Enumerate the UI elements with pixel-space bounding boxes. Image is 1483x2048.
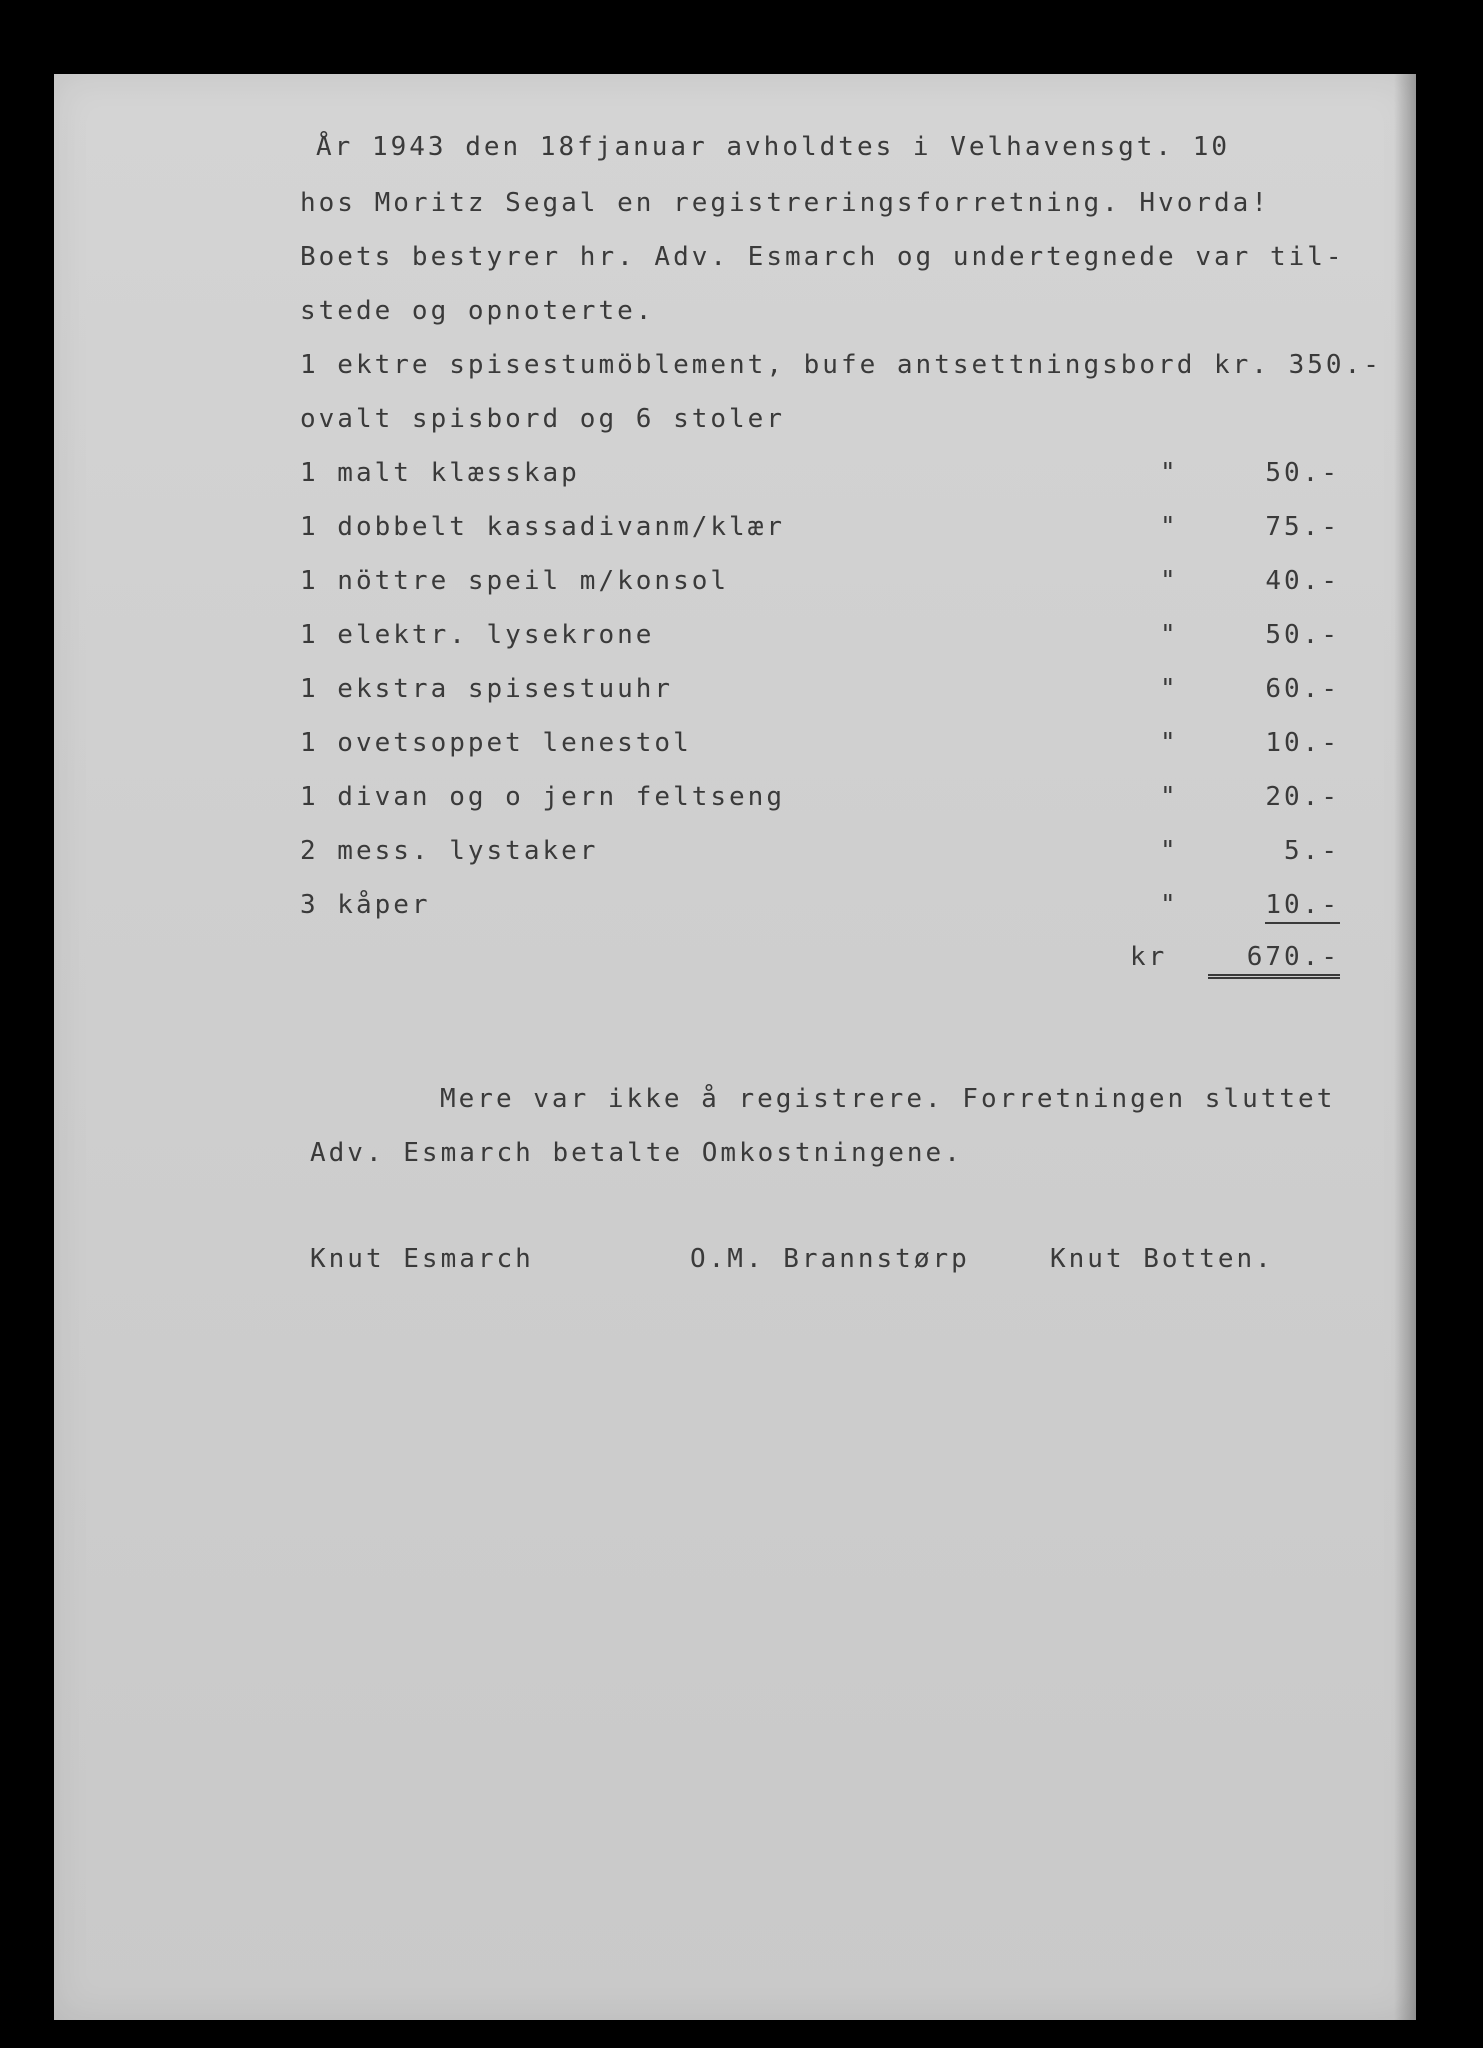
ditto-mark: " [1160, 458, 1179, 488]
total-label: kr [1130, 942, 1168, 972]
ditto-mark: " [1160, 566, 1179, 596]
list-item [300, 782, 1340, 822]
total-amount: 670.- [1208, 942, 1340, 979]
ditto-mark: " [1160, 890, 1179, 920]
ditto-mark: " [1160, 620, 1179, 650]
signature-1: Knut Esmarch [310, 1244, 534, 1274]
item-amount: 5.- [1284, 836, 1340, 866]
item-description: 2 mess. lystaker [300, 836, 599, 866]
header-line-4: stede og opnoterte. [300, 296, 655, 326]
closing-line-2: Adv. Esmarch betalte Omkostningene. [310, 1138, 963, 1168]
list-item [300, 512, 1340, 552]
item-description: 1 ekstra spisestuuhr [300, 674, 674, 704]
list-item [300, 458, 1340, 498]
signature-2: O.M. Brannstørp [690, 1244, 970, 1274]
item-amount: 10.- [1265, 890, 1340, 924]
ditto-mark: " [1160, 512, 1179, 542]
document-page [54, 74, 1416, 2020]
total-row [300, 942, 1340, 986]
header-line-3: Boets bestyrer hr. Adv. Esmarch og undertegnede var til- [300, 242, 1345, 272]
item-description: 1 malt klæsskap [300, 458, 580, 488]
ditto-mark: " [1160, 836, 1179, 866]
item-description: 1 divan og o jern feltseng [300, 782, 785, 812]
header-line-1: År 1943 den 18fjanuar avholdtes i Velhavensgt. 10 [316, 132, 1231, 162]
closing-line-1: Mere var ikke å registrere. Forretningen sluttet [440, 1084, 1336, 1114]
list-item [300, 728, 1340, 768]
item-amount: 60.- [1265, 674, 1340, 704]
ditto-mark: " [1160, 728, 1179, 758]
list-item [300, 836, 1340, 876]
ditto-mark: " [1160, 782, 1179, 812]
list-item [300, 890, 1340, 930]
item-description: 1 elektr. lysekrone [300, 620, 655, 650]
list-item [300, 674, 1340, 714]
first-item-continuation: ovalt spisbord og 6 stoler [300, 404, 785, 434]
item-amount: 40.- [1265, 566, 1340, 596]
first-item-line: 1 ektre spisestumöblement, bufe antsettningsbord kr. 350.- [300, 350, 1382, 380]
item-amount: 75.- [1265, 512, 1340, 542]
signature-3: Knut Botten. [1050, 1244, 1274, 1274]
list-item [300, 620, 1340, 660]
item-amount: 20.- [1265, 782, 1340, 812]
item-amount: 10.- [1265, 728, 1340, 758]
header-line-2: hos Moritz Segal en registreringsforretning. Hvorda! [300, 188, 1270, 218]
document-text [54, 74, 1416, 2020]
item-description: 1 nöttre speil m/konsol [300, 566, 730, 596]
item-amount: 50.- [1265, 620, 1340, 650]
item-description: 1 ovetsoppet lenestol [300, 728, 692, 758]
list-item [300, 566, 1340, 606]
item-amount: 50.- [1265, 458, 1340, 488]
item-description: 3 kåper [300, 890, 431, 920]
item-description: 1 dobbelt kassadivanm/klær [300, 512, 785, 542]
ditto-mark: " [1160, 674, 1179, 704]
